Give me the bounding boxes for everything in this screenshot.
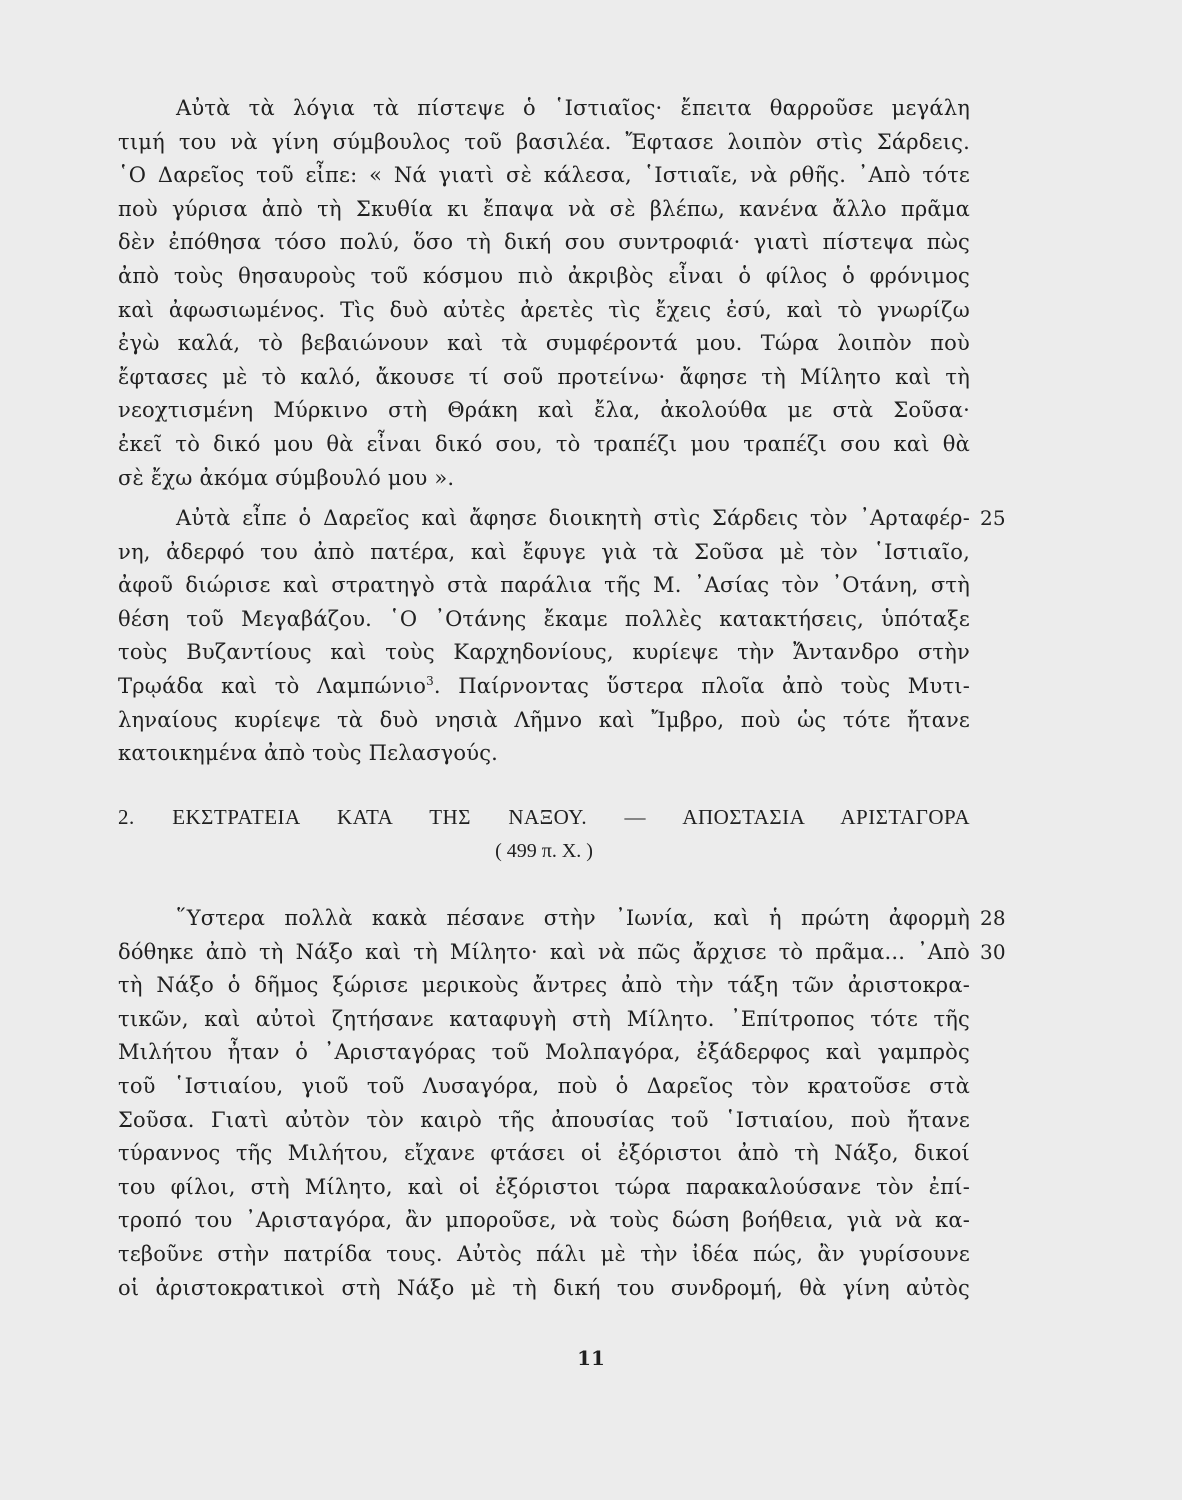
text-line: τροπό του ᾿Αρισταγόρα, ἂν μποροῦσε, νὰ τοὺς δώση βοήθεια, γιὰ νὰ κα- — [118, 1208, 970, 1233]
section-date: ( 499 π. Χ. ) — [495, 840, 593, 862]
margin-line-number: 30 — [980, 939, 1006, 964]
text-line: τιμή του νὰ γίνη σύμβουλος τοῦ βασιλέα. Ἔφτασε λοιπὸν στὶς Σάρδεις. — [118, 129, 970, 154]
text-line-content: Αὐτὰ εἶπε ὁ Δαρεῖος καὶ ἄφησε διοικητὴ στὶς Σάρδεις τὸν ᾿Αρταφέρ- — [176, 506, 970, 530]
text-line: ῾Ο Δαρεῖος τοῦ εἶπε: « Νά γιατὶ σὲ κάλεσα, ῾Ιστιαῖε, νὰ ρθῆς. ᾿Απὸ τότε — [118, 163, 970, 188]
text-line: νεοχτισμένη Μύρκινο στὴ Θράκη καὶ ἔλα, ἀκολούθα με στὰ Σοῦσα· — [118, 398, 970, 423]
text-line: Σοῦσα. Γιατὶ αὐτὸν τὸν καιρὸ τῆς ἀπουσίας τοῦ ῾Ιστιαίου, ποὺ ἤτανε — [118, 1107, 970, 1132]
text-line — [118, 902, 1006, 936]
text-line: οἱ ἀριστοκρατικοὶ στὴ Νάξο μὲ τὴ δική του συνδρομή, θὰ γίνη αὐτὸς — [118, 1275, 970, 1300]
text-line: του φίλοι, στὴ Μίλητο, καὶ οἱ ἐξόριστοι τώρα παρακαλούσανε τὸν ἐπί- — [118, 1174, 970, 1199]
margin-line-number: 28 — [980, 906, 1006, 930]
paragraph-2 — [118, 502, 1006, 771]
text-line — [118, 502, 1006, 536]
paragraph-3 — [118, 902, 1006, 1305]
text-line: ἐκεῖ τὸ δικό μου θὰ εἶναι δικό σου, τὸ τραπέζι μου τραπέζι σου καὶ θὰ — [118, 431, 970, 456]
footnote-marker: 3 — [426, 673, 434, 688]
text-line — [118, 936, 1006, 970]
page-number: 11 — [577, 1346, 605, 1370]
text-line: σὲ ἔχω ἀκόμα σύμβουλό μου ». — [118, 465, 455, 490]
text-line: τύραννος τῆς Μιλήτου, εἴχανε φτάσει οἱ ἐξόριστοι ἀπὸ τὴ Νάξο, δικοί — [118, 1141, 970, 1166]
text-line-content: ῞Υστερα πολλὰ κακὰ πέσανε στὴν ᾿Ιωνία, καὶ ἡ πρώτη ἀφορμὴ — [176, 906, 970, 930]
text-line: κατοικημένα ἀπὸ τοὺς Πελασγούς. — [118, 741, 499, 766]
text-line: τικῶν, καὶ αὐτοὶ ζητήσανε καταφυγὴ στὴ Μίλητο. ᾿Επίτροπος τότε τῆς — [118, 1006, 970, 1031]
text-line: δὲν ἐπόθησα τόσο πολύ, ὅσο τὴ δική σου συντροφιά· γιατὶ πίστεψα πὼς — [118, 230, 970, 255]
text-line: τὴ Νάξο ὁ δῆμος ξώρισε μερικοὺς ἄντρες ἀπὸ τὴν τάξη τῶν ἀριστοκρα- — [118, 973, 970, 998]
section-title: 2. ΕΚΣΤΡΑΤΕΙΑ ΚΑΤΑ ΤΗΣ ΝΑΞΟΥ. — ΑΠΟΣΤΑΣΙΑ ΑΡΙΣΤΑΓΟΡΑ — [118, 805, 970, 829]
text-line: Αὐτὰ τὰ λόγια τὰ πίστεψε ὁ ῾Ιστιαῖος· ἔπειτα θαρροῦσε μεγάλη — [176, 96, 970, 120]
text-line: τεβοῦνε στὴν πατρίδα τους. Αὐτὸς πάλι μὲ τὴν ἰδέα πώς, ἂν γυρίσουνε — [118, 1241, 970, 1266]
text-line: ληναίους κυρίεψε τὰ δυὸ νησιὰ Λῆμνο καὶ Ἴμβρο, ποὺ ὡς τότε ἤτανε — [118, 707, 970, 732]
text-line: ποὺ γύρισα ἀπὸ τὴ Σκυθία κι ἔπαψα νὰ σὲ βλέπω, κανένα ἄλλο πρᾶμα — [118, 196, 970, 221]
text-line: τοὺς Βυζαντίους καὶ τοὺς Καρχηδονίους, κυρίεψε τὴν Ἄντανδρο στὴν — [118, 640, 970, 665]
paragraph-1 — [118, 92, 970, 495]
text-line: Μιλήτου ἦταν ὁ ᾿Αρισταγόρας τοῦ Μολπαγόρα, ἐξάδερφος καὶ γαμπρὸς — [118, 1040, 970, 1065]
text-line: ἔφτασες μὲ τὸ καλό, ἄκουσε τί σοῦ προτείνω· ἄφησε τὴ Μίλητο καὶ τὴ — [118, 364, 970, 389]
text-line: καὶ ἀφωσιωμένος. Τὶς δυὸ αὐτὲς ἀρετὲς τὶς ἔχεις ἐσύ, καὶ τὸ γνωρίζω — [118, 297, 970, 322]
text-line: ἀφοῦ διώρισε καὶ στρατηγὸ στὰ παράλια τῆς Μ. ᾿Ασίας τὸν ᾿Οτάνη, στὴ — [118, 573, 970, 598]
section-heading — [118, 800, 970, 868]
margin-line-number: 25 — [980, 506, 1006, 530]
text-line: νη, ἀδερφό του ἀπὸ πατέρα, καὶ ἔφυγε γιὰ τὰ Σοῦσα μὲ τὸν ῾Ιστιαῖο, — [118, 539, 970, 564]
text-line-content: . Παίρνοντας ὕστερα πλοῖα ἀπὸ τοὺς Μυτι- — [433, 673, 970, 698]
text-line-content: δόθηκε ἀπὸ τὴ Νάξο καὶ τὴ Μίλητο· καὶ νὰ πῶς ἄρχισε τὸ πρᾶμα... ᾿Απὸ — [118, 939, 970, 964]
text-line: τοῦ ῾Ιστιαίου, γιοῦ τοῦ Λυσαγόρα, ποὺ ὁ Δαρεῖος τὸν κρατοῦσε στὰ — [118, 1073, 970, 1098]
text-line: ἀπὸ τοὺς θησαυροὺς τοῦ κόσμου πιὸ ἀκριβὸς εἶναι ὁ φίλος ὁ φρόνιμος — [118, 263, 970, 288]
text-line: ἐγὼ καλά, τὸ βεβαιώνουν καὶ τὰ συμφέροντά μου. Τώρα λοιπὸν ποὺ — [118, 331, 970, 356]
text-line: θέση τοῦ Μεγαβάζου. ῾Ο ᾿Οτάνης ἔκαμε πολλὲς κατακτήσεις, ὑπόταξε — [118, 606, 970, 631]
text-line — [118, 670, 970, 704]
text-line-content: Τρῳάδα καὶ τὸ Λαμπώνιο — [118, 673, 427, 698]
